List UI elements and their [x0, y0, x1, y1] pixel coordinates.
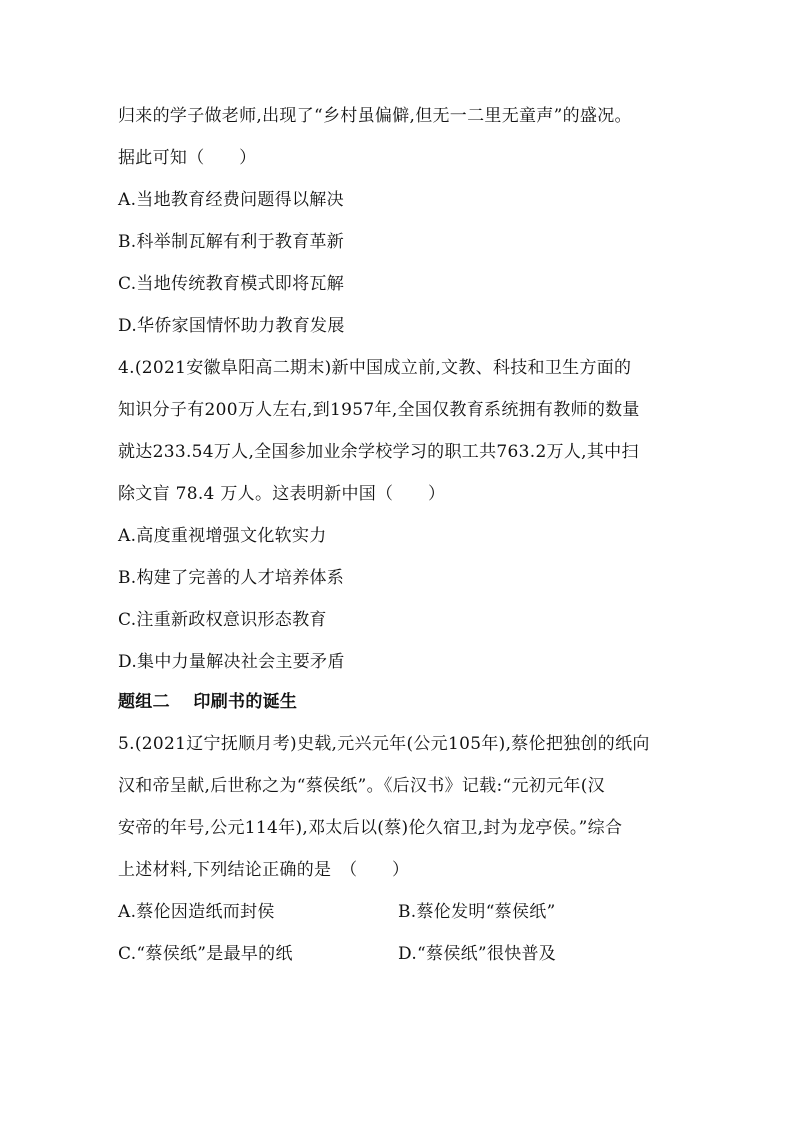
- q5-option-b: B.蔡伦发明“蔡侯纸”: [398, 902, 556, 922]
- q5-option-a: A.蔡伦因造纸而封侯: [118, 902, 275, 922]
- q5-option-c: C.“蔡侯纸”是最早的纸: [118, 944, 293, 964]
- q5-stem-line-1: 5.(2021辽宁抚顺月考)史载,元兴元年(公元105年),蔡伦把独创的纸向: [118, 734, 650, 754]
- q4-option-a: A.高度重视增强文化软实力: [118, 526, 327, 546]
- q4-option-c: C.注重新政权意识形态教育: [118, 610, 327, 630]
- q4-option-d: D.集中力量解决社会主要矛盾: [118, 652, 345, 672]
- q4-stem-line-1: 4.(2021安徽阜阳高二期末)新中国成立前,文教、科技和卫生方面的: [118, 358, 632, 378]
- q4-stem-line-3: 就达233.54万人,全国参加业余学校学习的职工共763.2万人,其中扫: [118, 442, 639, 462]
- q5-option-d: D.“蔡侯纸”很快普及: [398, 944, 557, 964]
- q5-stem-line-3: 安帝的年号,公元114年),邓太后以(蔡)伦久宿卫,封为龙亭侯。”综合: [118, 818, 623, 838]
- q3-option-d: D.华侨家国情怀助力教育发展: [118, 316, 345, 336]
- q3-stem-line-2: 据此可知（ ）: [118, 148, 257, 168]
- q3-option-b: B.科举制瓦解有利于教育革新: [118, 232, 345, 252]
- section-heading: 题组二 印刷书的诞生: [118, 692, 298, 712]
- q3-option-c: C.当地传统教育模式即将瓦解: [118, 274, 345, 294]
- q4-stem-line-2: 知识分子有200万人左右,到1957年,全国仅教育系统拥有教师的数量: [118, 400, 640, 420]
- q4-option-b: B.构建了完善的人才培养体系: [118, 568, 345, 588]
- q3-option-a: A.当地教育经费问题得以解决: [118, 190, 344, 210]
- q4-stem-line-4: 除文盲 78.4 万人。这表明新中国（ ）: [118, 484, 446, 504]
- q3-stem-line-1: 归来的学子做老师,出现了“乡村虽偏僻,但无一二里无童声”的盛况。: [118, 106, 632, 126]
- q5-stem-line-2: 汉和帝呈献,后世称之为“蔡侯纸”。《后汉书》记载:“元初元年(汉: [118, 776, 605, 796]
- q5-stem-line-4: 上述材料,下列结论正确的是 （ ）: [118, 860, 410, 880]
